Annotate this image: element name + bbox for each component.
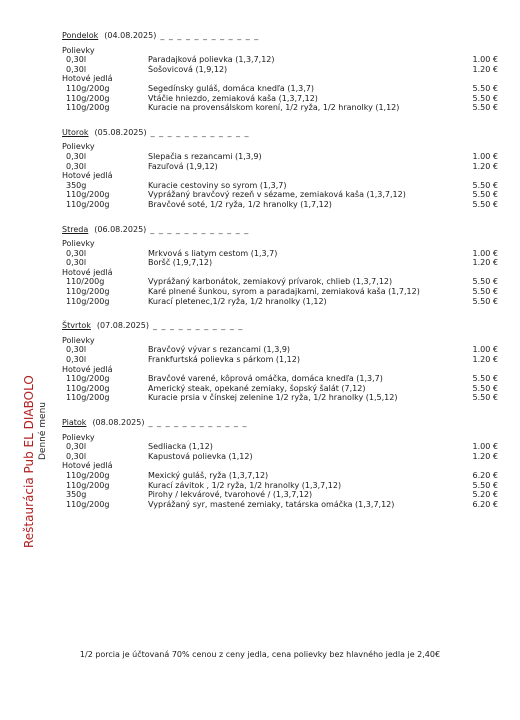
menu-item-row — [62, 297, 498, 307]
item-dish: Kuracie na provensálskom korení, 1/2 ryža, 1/2 hranolky (1,12) — [148, 103, 400, 113]
item-dish: Kapustová polievka (1,12) — [148, 451, 253, 461]
item-price: 1.20 € — [472, 355, 498, 365]
menu-item-row — [62, 94, 498, 104]
menu-item-row — [62, 374, 498, 384]
item-portion: 110g/200g — [66, 103, 110, 113]
day-header — [62, 321, 498, 331]
item-price: 5.50 € — [472, 374, 498, 384]
day-date: (08.08.2025) — [92, 418, 145, 427]
item-price: 5.50 € — [472, 93, 498, 103]
item-portion: 110g/200g — [66, 470, 110, 480]
item-dish: Kuracie cestoviny so syrom (1,3,7) — [148, 180, 287, 190]
item-portion: 110g/200g — [66, 499, 110, 509]
item-price: 1.00 € — [472, 345, 498, 355]
item-dish: Kuracie prsia v čínskej zelenine 1/2 ryža, 1/2 hranolky (1,5,12) — [148, 393, 398, 403]
item-dish: Paradajková polievka (1,3,7,12) — [148, 55, 275, 65]
menu-item-row — [62, 200, 498, 210]
item-price: 1.20 € — [472, 451, 498, 461]
day-name: Piatok — [62, 418, 87, 427]
day-header — [62, 225, 498, 235]
item-price: 5.50 € — [472, 383, 498, 393]
item-price: 1.00 € — [472, 55, 498, 65]
item-portion: 0,30l — [66, 161, 87, 171]
item-portion: 0,30l — [66, 442, 87, 452]
menu-item-row — [62, 162, 498, 172]
category-label: Polievky — [62, 45, 95, 55]
item-dish: Pirohy / lekvárové, tvarohové / (1,3,7,12) — [148, 490, 313, 500]
item-portion: 0,30l — [66, 451, 87, 461]
menu-item-row — [62, 442, 498, 452]
item-dish: Šošovicová (1,9,12) — [148, 64, 228, 74]
item-dish: Vyprážaný bravčový rezeň v sézame, zemiaková kaša (1,3,7,12) — [148, 190, 406, 200]
item-portion: 110g/200g — [66, 383, 110, 393]
day-date: (05.08.2025) — [94, 127, 147, 137]
item-dish: Mrkvová s liatym cestom (1,3,7) — [148, 248, 278, 258]
item-price: 5.50 € — [472, 199, 498, 209]
item-portion: 110g/200g — [66, 83, 110, 93]
day-section — [62, 418, 498, 509]
day-section — [62, 128, 498, 210]
item-portion: 0,30l — [66, 55, 87, 65]
item-price: 1.00 € — [472, 248, 498, 258]
item-portion: 0,30l — [66, 64, 87, 74]
menu-item-row — [62, 500, 498, 510]
item-portion: 110g/200g — [66, 287, 110, 297]
category-label: Hotové jedlá — [62, 461, 113, 471]
item-dish: Boršč (1,9,7,12) — [148, 258, 213, 268]
day-name: Utorok — [62, 127, 89, 137]
item-dish: Sedliacka (1,12) — [148, 442, 213, 452]
item-price: 5.50 € — [472, 180, 498, 190]
day-underline: _ _ _ _ _ _ _ _ _ _ _ _ — [160, 31, 260, 40]
menu-subtitle: Denné menu — [38, 402, 48, 460]
item-portion: 110g/200g — [66, 93, 110, 103]
menu-item-row — [62, 103, 498, 113]
day-section — [62, 225, 498, 307]
day-name: Streda — [62, 224, 89, 234]
item-dish: Bravčový vývar s rezancami (1,3,9) — [148, 345, 291, 355]
weekly-menu — [62, 31, 498, 524]
menu-item-row — [62, 393, 498, 403]
menu-item-row — [62, 65, 498, 75]
item-dish: Kurací závitok , 1/2 ryža, 1/2 hranolky (1,3,7,12) — [148, 480, 342, 490]
item-dish: Vyprážaný syr, mastené zemiaky, tatárska omáčka (1,3,7,12) — [148, 499, 395, 509]
item-dish: Vtáčie hniezdo, zemiaková kaša (1,3,7,12) — [148, 93, 318, 103]
item-portion: 0,30l — [66, 355, 87, 365]
item-price: 5.50 € — [472, 393, 498, 403]
day-date: (07.08.2025) — [96, 321, 149, 331]
item-price: 1.20 € — [472, 64, 498, 74]
day-underline: _ _ _ _ _ _ _ _ _ _ _ _ — [150, 224, 250, 234]
category-label: Polievky — [62, 335, 95, 345]
menu-item-row — [62, 55, 498, 65]
category-label: Polievky — [62, 432, 95, 442]
item-price: 1.20 € — [472, 161, 498, 171]
menu-item-row — [62, 384, 498, 394]
item-price: 5.50 € — [472, 287, 498, 297]
item-portion: 110g/200g — [66, 374, 110, 384]
day-name: Pondelok — [62, 31, 99, 40]
item-portion: 110g/200g — [66, 199, 110, 209]
item-portion: 110g/200g — [66, 393, 110, 403]
day-section — [62, 321, 498, 403]
day-header — [62, 128, 498, 138]
item-price: 1.00 € — [472, 442, 498, 452]
day-underline: _ _ _ _ _ _ _ _ _ _ _ — [152, 321, 244, 331]
menu-item-row — [62, 181, 498, 191]
category-label: Hotové jedlá — [62, 171, 113, 181]
restaurant-title: Reštaurácia Pub EL DIABOLO — [22, 375, 36, 548]
day-name: Štvrtok — [62, 321, 91, 331]
item-portion: 0,30l — [66, 345, 87, 355]
item-portion: 110/200g — [66, 277, 105, 287]
item-dish: Segedínsky guláš, domáca knedľa (1,3,7) — [148, 83, 314, 93]
menu-item-row — [62, 249, 498, 259]
item-price: 5.50 € — [472, 103, 498, 113]
menu-item-row — [62, 152, 498, 162]
item-portion: 110g/200g — [66, 480, 110, 490]
item-dish: Frankfurtská polievka s párkom (1,12) — [148, 355, 300, 365]
item-portion: 0,30l — [66, 151, 87, 161]
day-date: (06.08.2025) — [94, 224, 147, 234]
footer-note: 1/2 porcia je účtovaná 70% cenou z ceny jedla, cena polievky bez hlavného jedla je 2,40€ — [79, 650, 441, 659]
day-date: (04.08.2025) — [104, 31, 157, 40]
category-label: Polievky — [62, 239, 95, 249]
category-label: Polievky — [62, 142, 95, 152]
menu-item-row — [62, 452, 498, 462]
item-price: 5.50 € — [472, 296, 498, 306]
item-dish: Bravčové soté, 1/2 ryža, 1/2 hranolky (1,7,12) — [148, 199, 332, 209]
item-dish: Americký steak, opekané zemiaky, šopský šalát (7,12) — [148, 383, 366, 393]
day-header — [62, 31, 498, 41]
item-price: 6.20 € — [472, 470, 498, 480]
item-dish: Kurací pletenec,1/2 ryža, 1/2 hranolky (1,12) — [148, 296, 327, 306]
category-label: Hotové jedlá — [62, 267, 113, 277]
menu-item-row — [62, 84, 498, 94]
menu-item-row — [62, 258, 498, 268]
item-price: 5.50 € — [472, 277, 498, 287]
item-dish: Vyprážaný karbonátok, zemiakový prívarok, chlieb (1,3,7,12) — [148, 277, 393, 287]
category-label: Hotové jedlá — [62, 74, 113, 84]
item-portion: 350g — [66, 180, 87, 190]
day-underline: _ _ _ _ _ _ _ _ _ _ _ _ — [150, 127, 250, 137]
item-price: 6.20 € — [472, 499, 498, 509]
item-price: 5.50 € — [472, 190, 498, 200]
menu-item-row — [62, 490, 498, 500]
item-price: 1.00 € — [472, 151, 498, 161]
item-portion: 0,30l — [66, 258, 87, 268]
category-label: Hotové jedlá — [62, 364, 113, 374]
day-underline: _ _ _ _ _ _ _ _ _ _ _ _ — [148, 418, 248, 427]
menu-item-row — [62, 277, 498, 287]
day-header — [62, 418, 498, 428]
item-dish: Mexický guláš, ryža (1,3,7,12) — [148, 470, 269, 480]
item-portion: 350g — [66, 490, 87, 500]
item-dish: Fazuľová (1,9,12) — [148, 161, 218, 171]
item-dish: Slepačia s rezancami (1,3,9) — [148, 151, 262, 161]
menu-item-row — [62, 471, 498, 481]
item-portion: 110g/200g — [66, 190, 110, 200]
item-price: 5.20 € — [472, 490, 498, 500]
item-dish: Bravčové varené, kôprová omáčka, domáca knedľa (1,3,7) — [148, 374, 383, 384]
item-portion: 110g/200g — [66, 296, 110, 306]
item-price: 5.50 € — [472, 83, 498, 93]
item-portion: 0,30l — [66, 248, 87, 258]
day-section — [62, 31, 498, 113]
menu-item-row — [62, 481, 498, 491]
menu-item-row — [62, 287, 498, 297]
menu-item-row — [62, 190, 498, 200]
menu-item-row — [62, 345, 498, 355]
item-dish: Karé plnené šunkou, syrom a paradajkami, zemiaková kaša (1,7,12) — [148, 287, 420, 297]
item-price: 5.50 € — [472, 480, 498, 490]
item-price: 1.20 € — [472, 258, 498, 268]
menu-item-row — [62, 355, 498, 365]
